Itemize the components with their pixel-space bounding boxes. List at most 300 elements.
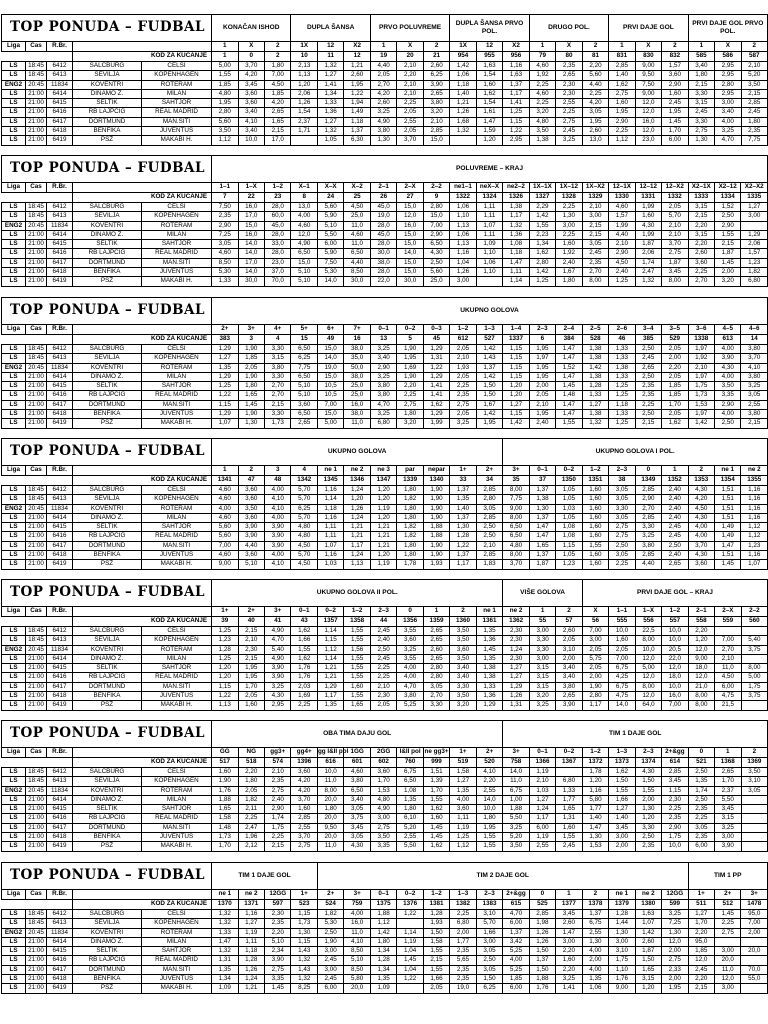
odd-cell[interactable]: 2,12 [238,842,264,851]
odd-cell[interactable]: 2,50 [714,419,740,428]
odd-cell[interactable]: 1,95 [476,823,503,832]
odd-cell[interactable]: 1,42 [370,928,396,937]
odd-cell[interactable]: 1,35 [450,495,476,504]
odd-cell[interactable]: 1,54 [476,71,502,80]
odd-cell[interactable]: 2,10 [238,636,264,645]
odd-cell[interactable]: 2,33 [662,965,688,974]
odd-cell[interactable]: 1,11 [238,937,264,946]
odd-cell[interactable]: 2,75 [609,523,635,532]
odd-cell[interactable]: 2,00 [556,654,582,663]
odd-cell[interactable]: 1,60 [662,89,688,98]
odd-cell[interactable]: 1,25 [212,382,238,391]
odd-cell[interactable]: 1,76 [529,984,555,993]
odd-cell[interactable]: 1,80 [476,814,503,823]
odd-cell[interactable]: 1,17 [344,541,370,550]
odd-cell[interactable]: 1,04 [397,965,423,974]
odd-cell[interactable]: 1,20 [212,673,238,682]
odd-cell[interactable]: 1,18 [344,117,370,126]
odd-cell[interactable]: 2,30 [556,89,582,98]
odd-cell[interactable]: 7,50 [212,203,238,212]
odd-cell[interactable]: 1,54 [476,99,502,108]
odd-cell[interactable]: 1,45 [556,382,582,391]
odd-cell[interactable]: 1,80 [397,551,423,560]
odd-cell[interactable]: 30,0 [344,277,370,286]
odd-cell[interactable]: 1,33 [476,682,503,691]
odd-cell[interactable]: 3,90 [265,956,291,965]
odd-cell[interactable]: 8,50 [344,947,370,956]
odd-cell[interactable]: 4,75 [715,692,741,701]
odd-cell[interactable]: 3,80 [370,391,396,400]
odd-cell[interactable]: 3,50 [450,654,476,663]
odd-cell[interactable]: 4,60 [212,495,238,504]
odd-cell[interactable]: 1,04 [450,258,476,267]
odd-cell[interactable]: 3,35 [370,842,396,851]
odd-cell[interactable]: 2,10 [397,80,423,89]
odd-cell[interactable]: 1,70 [662,127,688,136]
odd-cell[interactable]: 5,10 [344,956,370,965]
odd-cell[interactable]: 1,07 [741,560,768,569]
odd-cell[interactable] [741,627,768,636]
odd-cell[interactable]: 7,00 [662,701,688,710]
odd-cell[interactable]: 2,35 [450,965,476,974]
odd-cell[interactable]: 2,10 [529,777,555,786]
odd-cell[interactable]: 1,27 [582,400,608,409]
odd-cell[interactable]: 3,80 [741,410,768,419]
odd-cell[interactable]: 5,25 [503,965,529,974]
odd-cell[interactable]: 4,60 [212,513,238,522]
odd-cell[interactable]: 3,35 [265,975,291,984]
odd-cell[interactable]: 1,27 [212,354,238,363]
odd-cell[interactable]: 4,70 [715,136,741,145]
odd-cell[interactable]: 2,25 [529,99,555,108]
odd-cell[interactable]: 70,0 [265,277,291,286]
odd-cell[interactable]: 2,15 [423,956,449,965]
odd-cell[interactable]: 1,53 [688,400,714,409]
odd-cell[interactable]: 1,75 [662,833,688,842]
odd-cell[interactable]: 1,43 [291,965,317,974]
odd-cell[interactable]: 1,21 [370,541,396,550]
odd-cell[interactable]: 2,20 [556,965,582,974]
odd-cell[interactable]: 1,70 [688,919,714,928]
odd-cell[interactable]: 2,25 [662,805,688,814]
odd-cell[interactable]: 3,20 [529,108,555,117]
odd-cell[interactable]: 35,0 [344,354,370,363]
odd-cell[interactable]: 6,80 [450,919,476,928]
odd-cell[interactable]: 3,25 [662,910,688,919]
odd-cell[interactable]: 10,0 [662,636,688,645]
odd-cell[interactable]: 2,00 [714,268,740,277]
odd-cell[interactable]: 14,0 [238,240,264,249]
odd-cell[interactable]: 1,37 [529,513,555,522]
odd-cell[interactable]: 1,20 [370,551,396,560]
odd-cell[interactable]: 4,00 [582,947,608,956]
odd-cell[interactable]: 1,49 [715,532,741,541]
odd-cell[interactable]: 3,15 [529,664,555,673]
odd-cell[interactable]: 1,55 [344,692,370,701]
odd-cell[interactable]: 1,25 [212,627,238,636]
odd-cell[interactable]: 3,60 [238,89,264,98]
odd-cell[interactable]: 5,30 [317,268,343,277]
odd-cell[interactable]: 2,25 [556,230,582,239]
odd-cell[interactable]: 9,00 [609,984,635,993]
odd-cell[interactable]: 1,47 [503,258,529,267]
odd-cell[interactable]: 1,27 [688,910,714,919]
odd-cell[interactable]: 2,05 [238,692,264,701]
odd-cell[interactable]: 2,05 [370,71,396,80]
odd-cell[interactable]: 2,10 [662,230,688,239]
odd-cell[interactable]: 1,06 [582,984,608,993]
odd-cell[interactable]: 1,88 [423,523,449,532]
odd-cell[interactable]: 8,00 [503,513,529,522]
odd-cell[interactable]: 3,25 [556,136,582,145]
odd-cell[interactable]: 1,34 [370,965,396,974]
odd-cell[interactable]: 1,40 [450,504,476,513]
odd-cell[interactable]: 1,15 [291,910,317,919]
odd-cell[interactable]: 1,95 [238,664,264,673]
odd-cell[interactable]: 3,50 [450,636,476,645]
odd-cell[interactable]: 3,40 [238,108,264,117]
odd-cell[interactable]: 4,10 [476,768,503,777]
odd-cell[interactable] [291,136,317,145]
odd-cell[interactable]: 1,29 [317,682,343,691]
odd-cell[interactable]: 3,55 [397,654,423,663]
odd-cell[interactable]: 1,20 [370,486,396,495]
odd-cell[interactable]: 1,80 [238,777,264,786]
odd-cell[interactable]: 1,60 [635,212,661,221]
odd-cell[interactable]: 3,80 [370,382,396,391]
odd-cell[interactable]: 1,51 [715,486,741,495]
odd-cell[interactable]: 5,70 [291,551,317,560]
odd-cell[interactable]: 3,90 [265,523,291,532]
odd-cell[interactable]: 3,10 [476,910,502,919]
odd-cell[interactable]: 4,00 [212,504,238,513]
odd-cell[interactable]: 2,25 [609,560,635,569]
odd-cell[interactable]: 2,15 [265,400,291,409]
odd-cell[interactable]: 1,99 [635,203,661,212]
odd-cell[interactable]: 1,80 [265,62,291,71]
odd-cell[interactable]: 1,21 [370,523,396,532]
odd-cell[interactable]: 2,95 [715,62,741,71]
odd-cell[interactable]: 1,54 [291,108,317,117]
odd-cell[interactable]: 1,74 [265,814,291,823]
odd-cell[interactable]: 3,90 [265,532,291,541]
odd-cell[interactable]: 8,50 [212,258,238,267]
odd-cell[interactable]: 8,00 [582,277,608,286]
odd-cell[interactable]: 2,85 [635,486,661,495]
odd-cell[interactable]: 1,11 [476,212,502,221]
odd-cell[interactable]: 1,55 [344,673,370,682]
odd-cell[interactable]: 1,38 [503,203,529,212]
odd-cell[interactable]: 20,0 [715,956,741,965]
odd-cell[interactable]: 2,40 [265,795,291,804]
odd-cell[interactable]: 2,25 [397,99,423,108]
odd-cell[interactable]: 2,35 [556,62,582,71]
odd-cell[interactable]: 1,70 [423,786,449,795]
odd-cell[interactable]: 2,05 [450,372,476,381]
odd-cell[interactable]: 19,0 [370,212,396,221]
odd-cell[interactable]: 3,25 [635,532,661,541]
odd-cell[interactable]: 4,00 [397,673,423,682]
odd-cell[interactable]: 1,16 [317,486,343,495]
odd-cell[interactable]: 1,51 [715,513,741,522]
odd-cell[interactable]: 1,75 [688,382,714,391]
odd-cell[interactable]: 3,05 [582,240,608,249]
odd-cell[interactable]: 3,90 [714,354,740,363]
odd-cell[interactable]: 1,30 [238,419,264,428]
odd-cell[interactable]: 1,50 [476,382,502,391]
odd-cell[interactable]: 1,90 [317,937,343,946]
odd-cell[interactable]: 2,65 [715,768,741,777]
odd-cell[interactable]: 3,30 [450,682,476,691]
odd-cell[interactable]: 1,41 [423,382,449,391]
odd-cell[interactable]: 1,15 [556,541,582,550]
odd-cell[interactable]: 1,08 [503,240,529,249]
odd-cell[interactable] [741,701,768,710]
odd-cell[interactable]: 5,70 [291,513,317,522]
odd-cell[interactable]: 1,27 [503,400,529,409]
odd-cell[interactable]: 10,5 [317,391,343,400]
odd-cell[interactable]: 1,15 [503,372,529,381]
odd-cell[interactable]: 6,75 [397,768,423,777]
odd-cell[interactable]: 4,40 [609,230,635,239]
odd-cell[interactable]: 1,50 [476,391,502,400]
odd-cell[interactable]: 15,0 [317,410,343,419]
odd-cell[interactable]: 1,10 [476,249,502,258]
odd-cell[interactable]: 3,20 [714,277,740,286]
odd-cell[interactable]: 4,20 [582,99,608,108]
odd-cell[interactable]: 5,10 [238,560,264,569]
odd-cell[interactable]: 1,34 [212,975,238,984]
odd-cell[interactable]: 3,00 [609,833,635,842]
odd-cell[interactable]: 1,08 [556,523,582,532]
odd-cell[interactable]: 2,95 [715,89,741,98]
odd-cell[interactable]: 5,00 [212,62,238,71]
odd-cell[interactable]: 4,80 [291,523,317,532]
odd-cell[interactable]: 3,40 [556,673,582,682]
odd-cell[interactable]: 1,37 [529,486,555,495]
odd-cell[interactable]: 1,09 [212,984,238,993]
odd-cell[interactable]: 1,90 [238,410,264,419]
odd-cell[interactable]: 1,60 [582,551,608,560]
odd-cell[interactable]: 1,29 [212,372,238,381]
odd-cell[interactable]: 8,00 [662,277,688,286]
odd-cell[interactable]: 1,95 [476,419,502,428]
odd-cell[interactable]: 8,00 [503,486,529,495]
odd-cell[interactable]: 1,55 [714,230,740,239]
odd-cell[interactable]: 7,75 [741,136,767,145]
odd-cell[interactable] [741,795,768,804]
odd-cell[interactable]: 1,45 [397,956,423,965]
odd-cell[interactable]: 4,60 [291,221,317,230]
odd-cell[interactable]: 1,12 [741,523,768,532]
odd-cell[interactable] [476,277,502,286]
odd-cell[interactable]: 1,16 [238,910,264,919]
odd-cell[interactable]: 4,70 [265,636,291,645]
odd-cell[interactable]: 1,41 [423,391,449,400]
odd-cell[interactable]: 2,34 [265,947,291,956]
odd-cell[interactable]: 7,00 [715,636,741,645]
odd-cell[interactable]: 14,0 [317,354,343,363]
odd-cell[interactable]: 1,55 [344,654,370,663]
odd-cell[interactable]: 17,0 [238,258,264,267]
odd-cell[interactable]: 15,0 [238,221,264,230]
odd-cell[interactable]: 8,00 [635,636,661,645]
odd-cell[interactable]: 2,45 [688,108,714,117]
odd-cell[interactable]: 6,25 [291,354,317,363]
odd-cell[interactable]: 2,75 [609,532,635,541]
odd-cell[interactable]: 1,57 [741,249,768,258]
odd-cell[interactable]: 1,95 [212,99,238,108]
odd-cell[interactable]: 1,38 [582,372,608,381]
odd-cell[interactable]: 1,06 [450,71,476,80]
odd-cell[interactable]: 1,32 [212,910,238,919]
odd-cell[interactable]: 1,20 [635,814,661,823]
odd-cell[interactable]: 2,05 [582,664,608,673]
odd-cell[interactable]: 1,15 [503,363,529,372]
odd-cell[interactable]: 1,55 [344,664,370,673]
odd-cell[interactable]: 1,58 [450,768,476,777]
odd-cell[interactable]: 2,20 [688,627,714,636]
odd-cell[interactable]: 1,95 [238,673,264,682]
odd-cell[interactable]: 3,90 [423,80,450,89]
odd-cell[interactable]: 7,00 [741,919,768,928]
odd-cell[interactable]: 4,00 [344,910,370,919]
odd-cell[interactable]: 30,0 [370,249,396,258]
odd-cell[interactable]: 3,40 [370,354,396,363]
odd-cell[interactable]: 2,03 [291,682,317,691]
odd-cell[interactable] [741,842,768,851]
odd-cell[interactable]: 19,0 [450,984,476,993]
odd-cell[interactable]: 3,30 [529,636,555,645]
odd-cell[interactable]: 5,70 [291,486,317,495]
odd-cell[interactable]: 1,11 [476,230,502,239]
odd-cell[interactable]: 1,45 [423,823,449,832]
odd-cell[interactable]: 6,50 [423,240,449,249]
odd-cell[interactable]: 2,05 [609,645,635,654]
odd-cell[interactable]: 3,45 [344,823,370,832]
odd-cell[interactable]: 4,50 [291,560,317,569]
odd-cell[interactable]: 1,82 [238,795,264,804]
odd-cell[interactable]: 1,30 [609,928,635,937]
odd-cell[interactable]: 2,55 [476,786,503,795]
odd-cell[interactable]: 1,73 [212,833,238,842]
odd-cell[interactable]: 1,95 [529,410,555,419]
odd-cell[interactable]: 3,40 [450,664,476,673]
odd-cell[interactable]: 2,35 [450,975,476,984]
odd-cell[interactable]: 17,0 [238,212,264,221]
odd-cell[interactable]: 14,0 [609,701,635,710]
odd-cell[interactable]: 5,60 [212,532,238,541]
odd-cell[interactable]: 2,25 [370,673,396,682]
odd-cell[interactable]: 2,35 [212,212,238,221]
odd-cell[interactable]: 2,70 [265,382,291,391]
odd-cell[interactable]: 3,05 [476,965,502,974]
odd-cell[interactable]: 4,80 [212,89,238,98]
odd-cell[interactable]: 3,40 [715,108,741,117]
odd-cell[interactable]: 5,30 [212,268,238,277]
odd-cell[interactable]: 1,15 [317,636,343,645]
odd-cell[interactable]: 3,70 [291,795,317,804]
odd-cell[interactable]: 1,30 [688,136,714,145]
odd-cell[interactable]: 2,10 [450,354,476,363]
odd-cell[interactable]: 1,33 [609,354,635,363]
odd-cell[interactable]: 3,30 [609,504,635,513]
odd-cell[interactable]: 1,14 [317,627,343,636]
odd-cell[interactable]: 1,29 [503,682,529,691]
odd-cell[interactable]: 1,06 [450,230,476,239]
odd-cell[interactable]: 1,24 [344,513,370,522]
odd-cell[interactable]: 1,65 [556,805,582,814]
odd-cell[interactable]: 1,16 [741,495,768,504]
odd-cell[interactable]: 1,99 [423,419,449,428]
odd-cell[interactable]: 5,70 [291,495,317,504]
odd-cell[interactable]: 1,30 [291,928,317,937]
odd-cell[interactable]: 1,15 [503,410,529,419]
odd-cell[interactable]: 1,36 [476,692,503,701]
odd-cell[interactable]: 1,74 [635,258,661,267]
odd-cell[interactable]: 1,42 [476,410,502,419]
odd-cell[interactable]: 4,00 [582,965,608,974]
odd-cell[interactable]: 5,20 [741,71,767,80]
odd-cell[interactable]: 1,07 [476,221,502,230]
odd-cell[interactable]: 1,61 [476,108,502,117]
odd-cell[interactable]: 1,38 [476,664,503,673]
odd-cell[interactable]: 1,35 [450,786,476,795]
odd-cell[interactable]: 2,10 [397,62,423,71]
odd-cell[interactable]: 1,55 [609,786,635,795]
odd-cell[interactable]: 3,75 [344,814,370,823]
odd-cell[interactable]: 2,55 [291,823,317,832]
odd-cell[interactable]: 2,20 [688,928,714,937]
odd-cell[interactable]: 20,0 [344,984,370,993]
odd-cell[interactable]: 2,50 [317,928,343,937]
odd-cell[interactable]: 2,90 [609,117,635,126]
odd-cell[interactable]: 2,10 [529,400,555,409]
odd-cell[interactable]: 38,0 [344,372,370,381]
odd-cell[interactable] [741,956,768,965]
odd-cell[interactable]: 23,0 [265,258,291,267]
odd-cell[interactable]: 2,45 [556,842,582,851]
odd-cell[interactable]: 1,65 [344,701,370,710]
odd-cell[interactable]: 2,55 [529,842,555,851]
odd-cell[interactable]: 4,60 [212,249,238,258]
odd-cell[interactable]: 20,0 [741,947,768,956]
odd-cell[interactable]: 1,47 [556,928,582,937]
odd-cell[interactable]: 10,0 [635,645,661,654]
odd-cell[interactable]: 12,0 [397,212,423,221]
odd-cell[interactable]: 1,76 [212,786,238,795]
odd-cell[interactable]: 4,60 [529,89,555,98]
odd-cell[interactable]: 16,0 [397,221,423,230]
odd-cell[interactable]: 2,15 [582,221,608,230]
odd-cell[interactable]: 3,00 [317,947,343,956]
odd-cell[interactable]: 6,00 [503,919,529,928]
odd-cell[interactable]: 1,13 [450,221,476,230]
odd-cell[interactable]: 1,85 [688,947,714,956]
odd-cell[interactable]: 3,42 [503,937,529,946]
odd-cell[interactable]: 1,27 [317,117,343,126]
odd-cell[interactable]: 1,06 [476,258,502,267]
odd-cell[interactable]: 4,00 [714,410,740,419]
odd-cell[interactable]: 4,30 [714,363,740,372]
odd-cell[interactable]: 4,90 [291,240,317,249]
odd-cell[interactable]: 5,25 [397,701,423,710]
odd-cell[interactable]: 2,05 [397,108,423,117]
odd-cell[interactable]: 2,35 [635,382,661,391]
odd-cell[interactable]: 1,80 [397,805,423,814]
odd-cell[interactable]: 2,35 [450,391,476,400]
odd-cell[interactable]: 14,0 [476,795,503,804]
